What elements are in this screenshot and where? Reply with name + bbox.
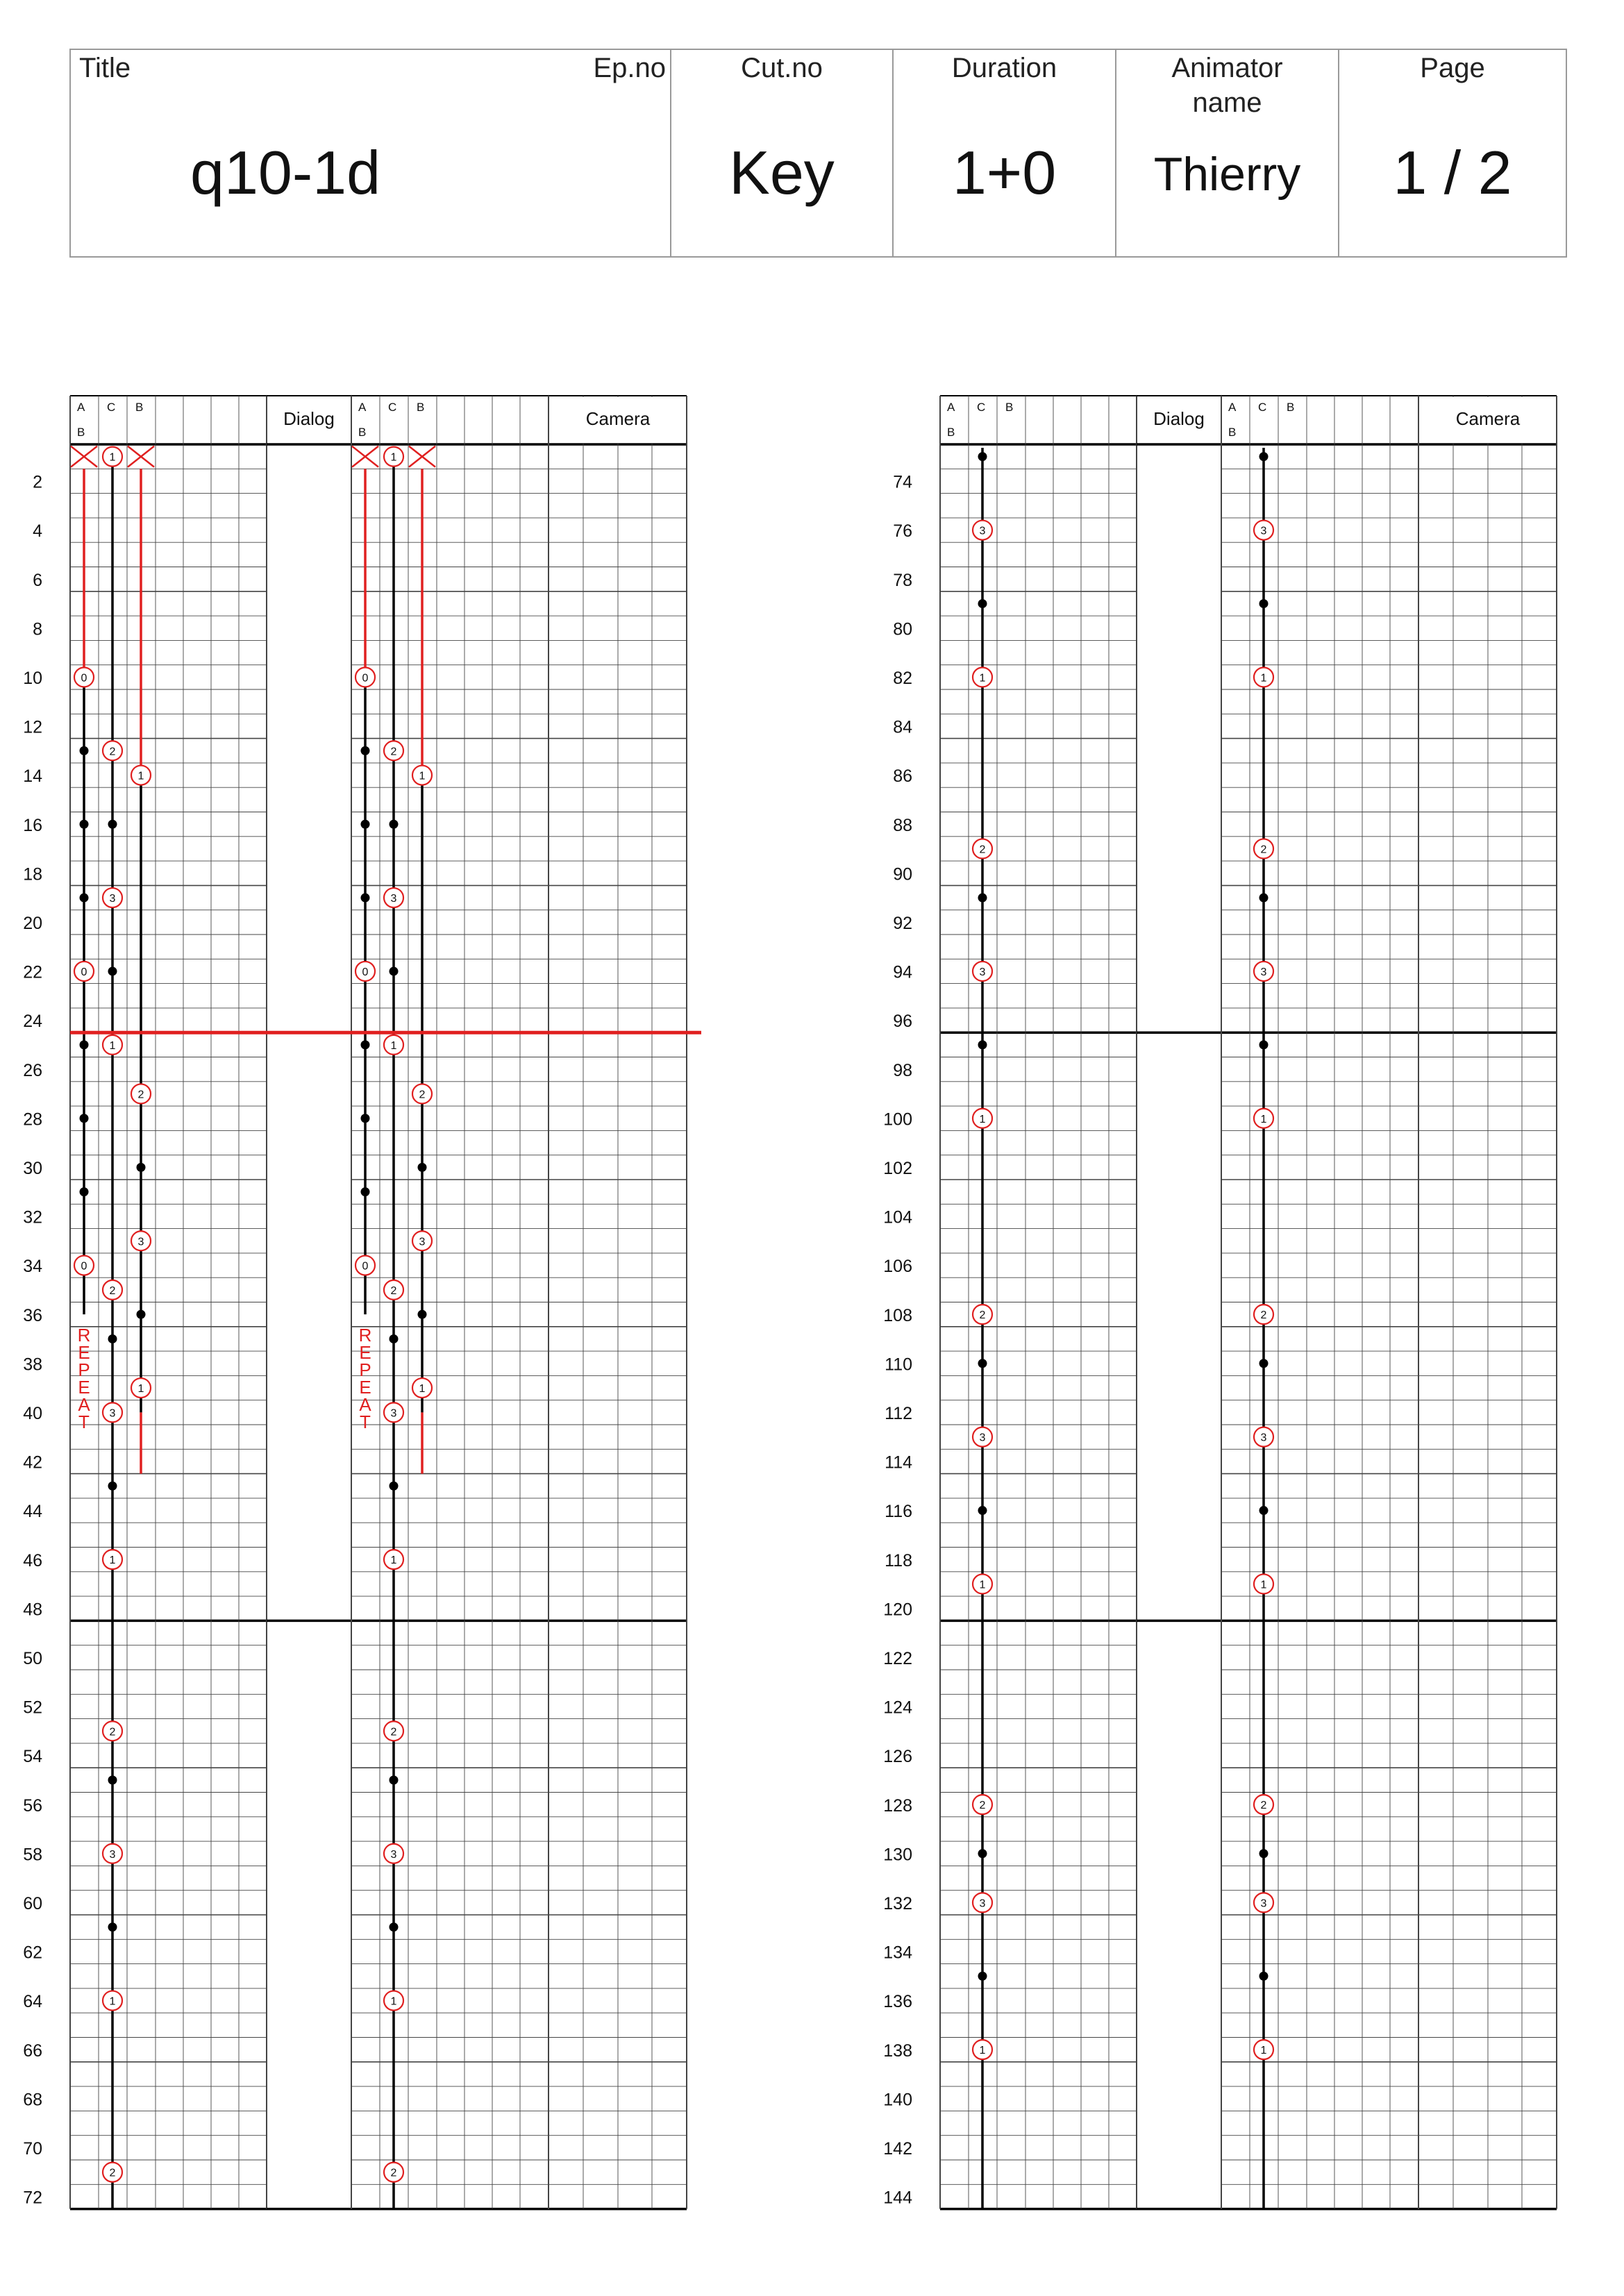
dialog-label: Dialog bbox=[283, 408, 335, 429]
inbetween-dot bbox=[390, 966, 399, 975]
key-drawing-number: 3 bbox=[137, 1236, 144, 1248]
key-drawing-number: 1 bbox=[1260, 1579, 1267, 1591]
epno-label: Ep.no bbox=[593, 53, 666, 83]
frame-number-label: 10 bbox=[23, 669, 42, 688]
key-drawing-number: 3 bbox=[979, 1897, 986, 1910]
inbetween-dot bbox=[1259, 1506, 1269, 1515]
sheet-right bbox=[883, 396, 1557, 2209]
key-drawing-number: 1 bbox=[419, 770, 426, 782]
frame-number-label: 22 bbox=[23, 962, 42, 982]
repeat-label-letter: P bbox=[359, 1359, 371, 1380]
frame-number-label: 4 bbox=[33, 521, 42, 542]
key-drawing-number: 1 bbox=[109, 1039, 116, 1052]
inbetween-dot bbox=[418, 1310, 427, 1319]
frame-number-label: 40 bbox=[23, 1404, 42, 1423]
frame-number-label: 112 bbox=[885, 1404, 912, 1423]
key-drawing-number: 1 bbox=[979, 1579, 986, 1591]
frame-number-label: 34 bbox=[23, 1257, 42, 1277]
inbetween-dot bbox=[390, 1482, 399, 1491]
key-drawing-number: 2 bbox=[1260, 1309, 1267, 1322]
frame-number-label: 60 bbox=[23, 1894, 42, 1913]
key-drawing-number: 0 bbox=[81, 966, 87, 978]
key-drawing-number: 1 bbox=[109, 451, 116, 464]
inbetween-dot bbox=[137, 1310, 146, 1319]
frame-number-label: 38 bbox=[23, 1355, 42, 1375]
frame-number-label: 126 bbox=[883, 1747, 912, 1767]
key-drawing-number: 1 bbox=[1260, 2045, 1267, 2057]
key-drawing-number: 1 bbox=[390, 1039, 397, 1052]
key-drawing-number: 1 bbox=[137, 1383, 144, 1396]
key-drawing-number: 1 bbox=[390, 1555, 397, 1567]
inbetween-dot bbox=[1259, 599, 1269, 608]
key-drawing-number: 1 bbox=[390, 1995, 397, 2008]
frame-number-label: 50 bbox=[23, 1649, 42, 1668]
inbetween-dot bbox=[108, 1922, 117, 1932]
frame-number-label: 98 bbox=[893, 1060, 912, 1080]
inbetween-dot bbox=[361, 1114, 370, 1123]
frame-number-label: 56 bbox=[23, 1795, 42, 1816]
key-drawing-number: 2 bbox=[390, 1726, 397, 1738]
inbetween-dot bbox=[978, 1972, 987, 1981]
dialog-label: Dialog bbox=[1153, 408, 1205, 429]
frame-number-label: 90 bbox=[893, 864, 912, 885]
frame-number-label: 62 bbox=[23, 1943, 42, 1963]
inbetween-dot bbox=[361, 820, 370, 829]
frame-number-label: 26 bbox=[23, 1060, 42, 1080]
key-drawing-number: 1 bbox=[109, 1995, 116, 2008]
inbetween-dot bbox=[80, 1040, 89, 1049]
inbetween-dot bbox=[978, 1359, 987, 1368]
inbetween-dot bbox=[108, 1334, 117, 1343]
repeat-label-letter: A bbox=[78, 1393, 90, 1415]
frame-number-label: 114 bbox=[885, 1452, 912, 1473]
frame-number-label: 74 bbox=[893, 472, 912, 492]
frame-number-label: 84 bbox=[893, 717, 912, 737]
col-label-a: A bbox=[358, 401, 367, 414]
key-drawing-number: 2 bbox=[109, 1284, 116, 1297]
inbetween-dot bbox=[361, 1187, 370, 1196]
frame-number-label: 144 bbox=[883, 2188, 912, 2208]
key-drawing-number: 2 bbox=[1260, 844, 1267, 856]
key-drawing-number: 3 bbox=[390, 1848, 397, 1861]
key-drawing-number: 3 bbox=[1260, 1897, 1267, 1910]
key-drawing-number: 1 bbox=[1260, 1113, 1267, 1125]
key-drawing-number: 3 bbox=[390, 893, 397, 905]
key-drawing-number: 1 bbox=[137, 770, 144, 782]
inbetween-dot bbox=[361, 1040, 370, 1049]
col-label-b: B bbox=[1287, 401, 1295, 414]
col-label-b-sub: B bbox=[1228, 426, 1237, 439]
frame-number-label: 20 bbox=[23, 914, 42, 933]
repeat-label-letter: R bbox=[77, 1324, 91, 1346]
inbetween-dot bbox=[978, 599, 987, 608]
key-drawing-number: 2 bbox=[109, 746, 116, 758]
key-drawing-number: 3 bbox=[419, 1236, 426, 1248]
key-drawing-number: 3 bbox=[1260, 525, 1267, 537]
frame-number-label: 80 bbox=[893, 619, 912, 639]
frame-number-label: 24 bbox=[23, 1012, 42, 1032]
col-label-a: A bbox=[947, 401, 955, 414]
inbetween-dot bbox=[390, 1775, 399, 1784]
col-label-b-sub: B bbox=[77, 426, 85, 439]
frame-number-label: 70 bbox=[23, 2139, 42, 2159]
inbetween-dot bbox=[1259, 894, 1269, 903]
inbetween-dot bbox=[361, 894, 370, 903]
key-drawing-number: 1 bbox=[979, 672, 986, 685]
inbetween-dot bbox=[418, 1163, 427, 1172]
inbetween-dot bbox=[80, 746, 89, 755]
frame-number-label: 48 bbox=[23, 1600, 42, 1620]
frame-number-label: 18 bbox=[23, 864, 42, 885]
frame-number-label: 142 bbox=[883, 2139, 912, 2159]
frame-number-label: 102 bbox=[883, 1159, 912, 1178]
key-drawing-number: 0 bbox=[362, 1260, 369, 1273]
col-label-b: B bbox=[135, 401, 144, 414]
key-drawing-number: 3 bbox=[1260, 966, 1267, 978]
col-label-c: C bbox=[107, 401, 116, 414]
col-label-c: C bbox=[388, 401, 397, 414]
key-drawing-number: 1 bbox=[419, 1383, 426, 1396]
frame-number-label: 96 bbox=[893, 1012, 912, 1032]
key-drawing-number: 2 bbox=[109, 2167, 116, 2179]
inbetween-dot bbox=[978, 1506, 987, 1515]
key-drawing-number: 1 bbox=[979, 1113, 986, 1125]
key-drawing-number: 2 bbox=[390, 1284, 397, 1297]
page-value: 1 / 2 bbox=[1393, 138, 1512, 207]
inbetween-dot bbox=[1259, 1972, 1269, 1981]
repeat-label-letter: E bbox=[78, 1376, 90, 1398]
key-drawing-number: 0 bbox=[362, 672, 369, 685]
col-label-a: A bbox=[1228, 401, 1237, 414]
key-drawing-number: 2 bbox=[137, 1089, 144, 1101]
title-value: q10-1d bbox=[190, 138, 381, 207]
inbetween-dot bbox=[1259, 1359, 1269, 1368]
key-drawing-number: 1 bbox=[979, 2045, 986, 2057]
frame-number-label: 16 bbox=[23, 815, 42, 835]
frame-number-label: 136 bbox=[883, 1992, 912, 2012]
col-label-b: B bbox=[417, 401, 425, 414]
animator-value: Thierry bbox=[1153, 148, 1301, 201]
frame-number-label: 66 bbox=[23, 2041, 42, 2061]
inbetween-dot bbox=[137, 1163, 146, 1172]
key-drawing-number: 3 bbox=[109, 893, 116, 905]
col-label-b-sub: B bbox=[947, 426, 955, 439]
frame-number-label: 32 bbox=[23, 1207, 42, 1227]
repeat-label-letter: T bbox=[360, 1411, 371, 1432]
frame-number-label: 14 bbox=[23, 766, 42, 787]
frame-number-label: 68 bbox=[23, 2090, 42, 2110]
duration-label: Duration bbox=[951, 53, 1057, 83]
key-drawing-number: 3 bbox=[979, 966, 986, 978]
key-drawing-number: 3 bbox=[1260, 1432, 1267, 1444]
col-label-b: B bbox=[1005, 401, 1014, 414]
inbetween-dot bbox=[80, 1187, 89, 1196]
frame-number-label: 64 bbox=[23, 1992, 42, 2012]
key-drawing-number: 3 bbox=[979, 525, 986, 537]
inbetween-dot bbox=[1259, 452, 1269, 461]
frame-number-label: 138 bbox=[883, 2041, 912, 2061]
frame-number-label: 58 bbox=[23, 1845, 42, 1865]
frame-number-label: 130 bbox=[883, 1845, 912, 1865]
inbetween-dot bbox=[1259, 1849, 1269, 1858]
sheet-left bbox=[23, 396, 701, 2209]
animator-label: Animator bbox=[1171, 53, 1283, 83]
inbetween-dot bbox=[978, 452, 987, 461]
frame-number-label: 100 bbox=[883, 1109, 912, 1130]
frame-number-label: 30 bbox=[23, 1159, 42, 1178]
repeat-label-letter: A bbox=[359, 1393, 371, 1415]
repeat-label-letter: E bbox=[359, 1341, 371, 1363]
frame-number-label: 76 bbox=[893, 521, 912, 542]
repeat-label-letter: E bbox=[359, 1376, 371, 1398]
duration-value: 1+0 bbox=[952, 138, 1057, 207]
inbetween-dot bbox=[80, 820, 89, 829]
cutno-value: Key bbox=[729, 138, 835, 207]
key-drawing-number: 3 bbox=[109, 1848, 116, 1861]
col-label-c: C bbox=[977, 401, 986, 414]
repeat-label-letter: P bbox=[78, 1359, 90, 1380]
inbetween-dot bbox=[390, 820, 399, 829]
inbetween-dot bbox=[108, 966, 117, 975]
frame-number-label: 54 bbox=[23, 1747, 42, 1767]
frame-number-label: 118 bbox=[885, 1550, 912, 1570]
camera-label: Camera bbox=[1455, 408, 1521, 429]
key-drawing-number: 2 bbox=[1260, 1800, 1267, 1812]
frame-number-label: 2 bbox=[33, 472, 42, 492]
key-drawing-number: 2 bbox=[109, 1726, 116, 1738]
key-drawing-number: 0 bbox=[81, 672, 87, 685]
key-drawing-number: 1 bbox=[390, 451, 397, 464]
inbetween-dot bbox=[108, 820, 117, 829]
key-drawing-number: 2 bbox=[979, 844, 986, 856]
inbetween-dot bbox=[80, 894, 89, 903]
frame-number-label: 44 bbox=[23, 1502, 42, 1522]
repeat-label-letter: T bbox=[78, 1411, 90, 1432]
frame-number-label: 140 bbox=[883, 2090, 912, 2110]
repeat-label-letter: R bbox=[358, 1324, 372, 1346]
frame-number-label: 128 bbox=[883, 1795, 912, 1816]
frame-number-label: 36 bbox=[23, 1305, 42, 1325]
col-label-b-sub: B bbox=[358, 426, 367, 439]
frame-number-label: 8 bbox=[33, 619, 42, 639]
frame-number-label: 116 bbox=[885, 1502, 912, 1522]
cutno-label: Cut.no bbox=[741, 53, 823, 83]
frame-number-label: 94 bbox=[893, 962, 912, 982]
inbetween-dot bbox=[390, 1922, 399, 1932]
key-drawing-number: 2 bbox=[390, 746, 397, 758]
col-label-a: A bbox=[77, 401, 85, 414]
frame-number-label: 6 bbox=[33, 570, 42, 590]
frame-number-label: 122 bbox=[883, 1649, 912, 1668]
frame-number-label: 86 bbox=[893, 766, 912, 787]
key-drawing-number: 2 bbox=[979, 1800, 986, 1812]
key-drawing-number: 3 bbox=[390, 1407, 397, 1420]
frame-number-label: 72 bbox=[23, 2188, 42, 2208]
page-label: Page bbox=[1420, 53, 1485, 83]
frame-number-label: 106 bbox=[883, 1257, 912, 1277]
key-drawing-number: 1 bbox=[109, 1555, 116, 1567]
key-drawing-number: 2 bbox=[419, 1089, 426, 1101]
inbetween-dot bbox=[1259, 1040, 1269, 1049]
inbetween-dot bbox=[978, 1040, 987, 1049]
frame-number-label: 110 bbox=[885, 1355, 912, 1375]
key-drawing-number: 2 bbox=[979, 1309, 986, 1322]
col-label-c: C bbox=[1258, 401, 1267, 414]
inbetween-dot bbox=[108, 1482, 117, 1491]
frame-number-label: 46 bbox=[23, 1550, 42, 1570]
frame-number-label: 52 bbox=[23, 1698, 42, 1718]
frame-number-label: 82 bbox=[893, 669, 912, 688]
frame-number-label: 42 bbox=[23, 1452, 42, 1473]
inbetween-dot bbox=[390, 1334, 399, 1343]
frame-number-label: 104 bbox=[883, 1207, 912, 1227]
inbetween-dot bbox=[361, 746, 370, 755]
frame-number-label: 28 bbox=[23, 1109, 42, 1130]
key-drawing-number: 2 bbox=[390, 2167, 397, 2179]
frame-number-label: 124 bbox=[883, 1698, 912, 1718]
frame-number-label: 12 bbox=[23, 717, 42, 737]
frame-number-label: 88 bbox=[893, 815, 912, 835]
key-drawing-number: 3 bbox=[109, 1407, 116, 1420]
frame-number-label: 120 bbox=[883, 1600, 912, 1620]
repeat-label-letter: E bbox=[78, 1341, 90, 1363]
frame-number-label: 78 bbox=[893, 570, 912, 590]
key-drawing-number: 1 bbox=[1260, 672, 1267, 685]
inbetween-dot bbox=[978, 894, 987, 903]
camera-label: Camera bbox=[585, 408, 651, 429]
key-drawing-number: 0 bbox=[362, 966, 369, 978]
key-drawing-number: 0 bbox=[81, 1260, 87, 1273]
inbetween-dot bbox=[978, 1849, 987, 1858]
frame-number-label: 108 bbox=[883, 1305, 912, 1325]
frame-number-label: 92 bbox=[893, 914, 912, 933]
frame-number-label: 134 bbox=[883, 1943, 912, 1963]
animator-label-name: name bbox=[1192, 87, 1262, 118]
frame-number-label: 132 bbox=[883, 1894, 912, 1913]
title-label: Title bbox=[79, 53, 131, 83]
inbetween-dot bbox=[80, 1114, 89, 1123]
key-drawing-number: 3 bbox=[979, 1432, 986, 1444]
inbetween-dot bbox=[108, 1775, 117, 1784]
